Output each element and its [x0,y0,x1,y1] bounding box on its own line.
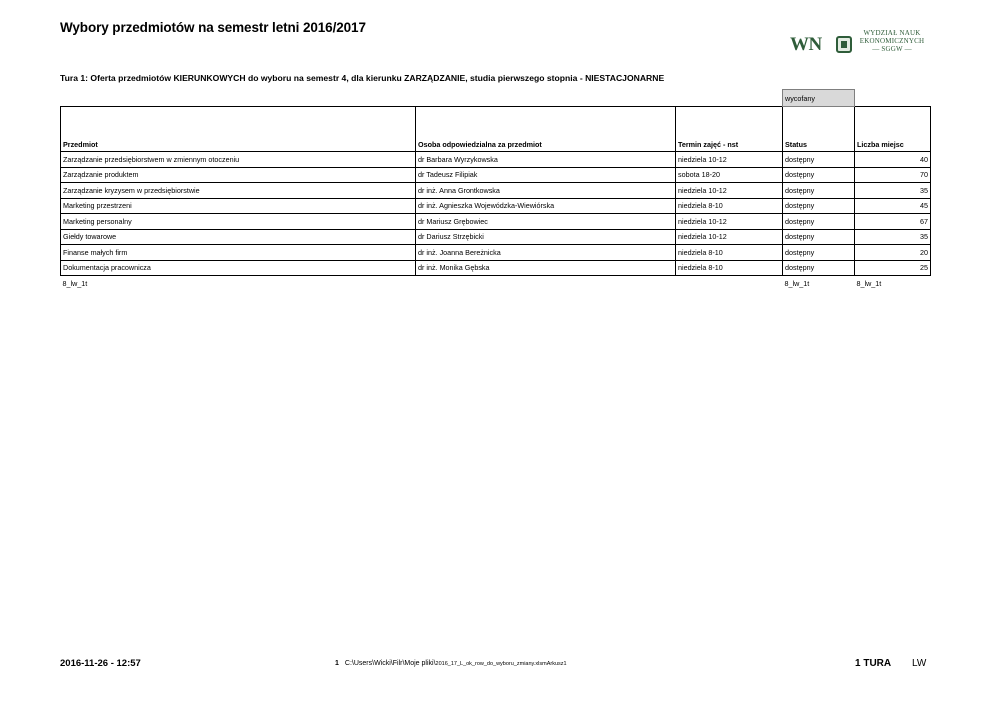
cell-seats: 70 [855,167,931,183]
cell-person: dr inż. Monika Gębska [416,260,676,276]
cell-seats: 35 [855,229,931,245]
cell-subject: Zarządzanie przedsiębiorstwem w zmiennym otoczeniu [61,152,416,168]
table-header-row [61,107,931,152]
cell-seats: 67 [855,214,931,230]
cell-subject: Marketing przestrzeni [61,198,416,214]
cell-status: dostępny [783,260,855,276]
cell-term: sobota 18-20 [676,167,783,183]
footer-file-path [335,660,567,667]
cell-term: niedziela 10-12 [676,152,783,168]
table-row [61,229,931,245]
cell-seats: 40 [855,152,931,168]
cell-status: dostępny [783,229,855,245]
header-subject: Przedmiot [61,107,416,152]
code-seats: 8_lw_1t [856,278,882,288]
cell-subject: Marketing personalny [61,214,416,230]
course-table [60,89,931,291]
cell-status: dostępny [783,183,855,199]
cell-term: niedziela 10-12 [676,214,783,230]
cell-subject: Zarządzanie kryzysem w przedsiębiorstwie [61,183,416,199]
footer-datetime: 2016-11-26 - 12:57 [60,658,141,669]
table-row [61,198,931,214]
cell-term: niedziela 8-10 [676,260,783,276]
logo-line-1: WYDZIAŁ NAUK [863,29,921,37]
cell-seats: 25 [855,260,931,276]
cell-person: dr inż. Anna Grontkowska [416,183,676,199]
withdrawn-legend-row [61,90,931,107]
page-title: Wybory przedmiotów na semestr letni 2016/2017 [60,20,366,35]
logo-emblem-icon [836,36,852,53]
header-status: Status [783,107,855,152]
table-row [61,214,931,230]
header-seats: Liczba miejsc [855,107,931,152]
cell-person: dr Barbara Wyrzykowska [416,152,676,168]
logo-text [857,29,927,53]
table-row [61,245,931,261]
cell-seats: 20 [855,245,931,261]
code-row [61,276,931,291]
cell-subject: Finanse małych firm [61,245,416,261]
footer-code: LW [912,658,927,669]
cell-term: niedziela 10-12 [676,183,783,199]
footer-page-number: 1 [335,660,339,667]
cell-person: dr Tadeusz Filipiak [416,167,676,183]
footer-path: C:\Users\Wicki\Filr\Moje pliki\ [344,660,436,667]
logo-line-2: EKONOMICZNYCH [859,37,925,45]
document-subtitle: Tura 1: Oferta przedmiotów KIERUNKOWYCH do wyboru na semestr 4, dla kierunku ZARZĄDZANIE, studia pierwszego stopnia - NIESTACJONARNE [60,73,665,83]
cell-person: dr inż. Joanna Bereżnicka [416,245,676,261]
cell-status: dostępny [783,198,855,214]
code-status: 8_lw_1t [784,278,810,288]
footer-filename: 2016_17_L_ok_row_do_wyboru_zmiany.xlsmArkusz1 [435,661,567,667]
table-row [61,260,931,276]
logo-line-3: — SGGW — [872,45,912,53]
code-subject: 8_lw_1t [62,278,88,288]
cell-subject: Giełdy towarowe [61,229,416,245]
cell-subject: Dokumentacja pracownicza [61,260,416,276]
cell-term: niedziela 8-10 [676,245,783,261]
faculty-logo [790,28,930,66]
cell-person: dr inż. Agnieszka Wojewódzka-Wiewiórska [416,198,676,214]
cell-person: dr Dariusz Strzębicki [416,229,676,245]
logo-letters: WN [790,34,822,55]
table-row [61,167,931,183]
table-row [61,183,931,199]
cell-person: dr Mariusz Grębowiec [416,214,676,230]
cell-subject: Zarządzanie produktem [61,167,416,183]
cell-status: dostępny [783,167,855,183]
cell-status: dostępny [783,152,855,168]
withdrawn-legend-cell: wycofany [783,90,855,107]
footer-tura: 1 TURA [855,658,892,669]
cell-status: dostępny [783,214,855,230]
header-person: Osoba odpowiedzialna za przedmiot [416,107,676,152]
cell-seats: 35 [855,183,931,199]
cell-term: niedziela 10-12 [676,229,783,245]
header-term: Termin zajęć - nst [676,107,783,152]
cell-seats: 45 [855,198,931,214]
cell-status: dostępny [783,245,855,261]
table-row [61,152,931,168]
cell-term: niedziela 8-10 [676,198,783,214]
